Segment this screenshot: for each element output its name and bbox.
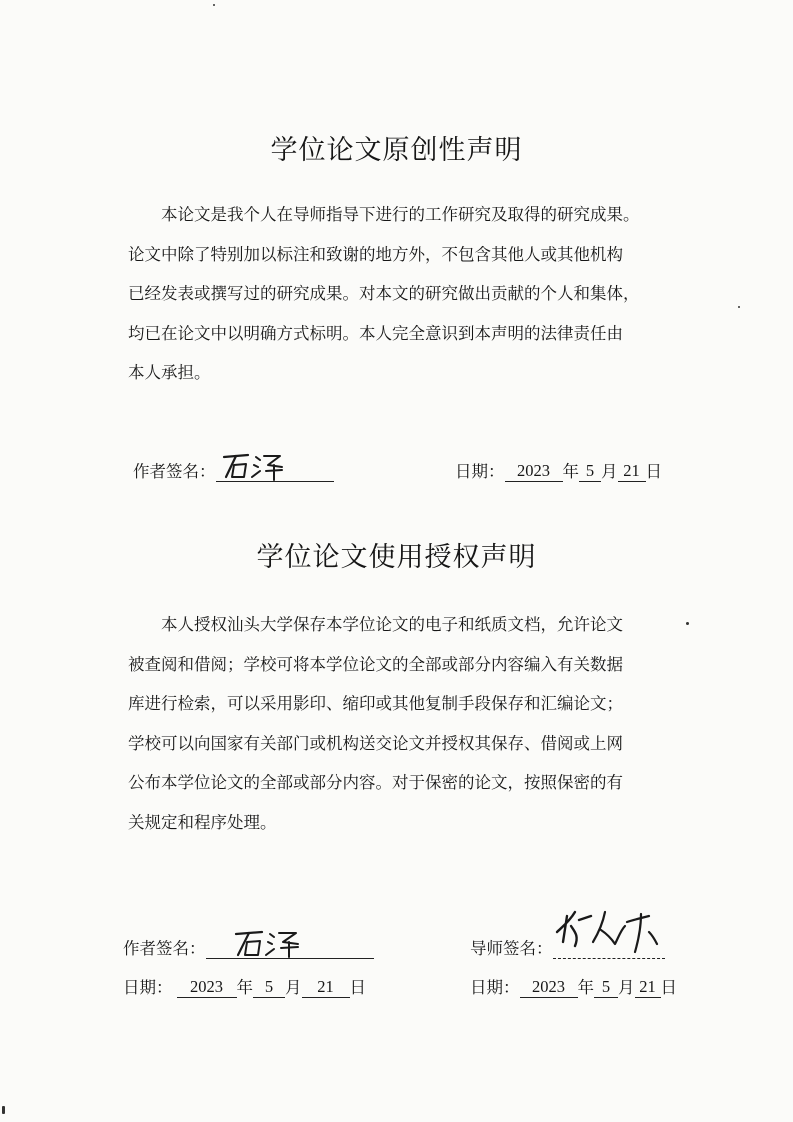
authorization-declaration-body (128, 605, 674, 842)
paragraph-line: 学校可以向国家有关部门或机构送交论文并授权其保存、借阅或上网 (128, 733, 623, 753)
scan-speck (2, 1106, 5, 1114)
author-signature-line (216, 459, 334, 482)
month-char: 月 (601, 462, 618, 481)
date-month: 5 (253, 977, 285, 998)
author-signature-label: 作者签名： (123, 939, 206, 958)
date-month: 5 (594, 977, 618, 998)
paragraph-line: 本论文是我个人在导师指导下进行的工作研究及取得的研究成果。 (161, 205, 640, 224)
advisor-date-row (470, 974, 677, 998)
paragraph-line: 已经发表或撰写过的研究成果。对本文的研究做出贡献的个人和集体， (128, 284, 640, 303)
advisor-handwritten-signature (549, 902, 669, 958)
scan-speck (738, 306, 740, 308)
date-label: 日期： (123, 978, 173, 997)
paragraph-line: 被查阅和借阅；学校可将本学位论文的全部或部分内容编入有关数据 (128, 654, 623, 674)
authorization-declaration-title: 学位论文使用授权声明 (256, 542, 537, 573)
date-day: 21 (635, 977, 661, 998)
author-handwritten-signature (218, 447, 288, 481)
day-char: 日 (645, 462, 662, 481)
month-char: 月 (618, 978, 635, 997)
date-year: 2023 (177, 977, 237, 998)
date-year: 2023 (520, 977, 578, 998)
paragraph-line: 论文中除了特别加以标注和致谢的地方外，不包含其他人或其他机构 (128, 244, 623, 264)
date-year: 2023 (505, 461, 563, 482)
originality-declaration-title: 学位论文原创性声明 (270, 135, 523, 166)
scan-speck (686, 622, 689, 625)
advisor-signature-row (470, 935, 665, 959)
date-label: 日期： (470, 978, 520, 997)
paragraph-line: 本人承担。 (128, 363, 211, 382)
paragraph-line: 本人授权汕头大学保存本学位论文的电子和纸质文档，允许论文 (161, 615, 623, 634)
month-char: 月 (285, 978, 302, 997)
author-date-row (123, 974, 366, 998)
year-char: 年 (577, 978, 594, 997)
author-handwritten-signature (230, 924, 310, 958)
day-char: 日 (660, 978, 677, 997)
date-day: 21 (302, 977, 350, 998)
author-signature-label: 作者签名： (133, 462, 216, 481)
advisor-signature-line (553, 936, 665, 959)
author-signature-row-2 (123, 935, 374, 959)
year-char: 年 (236, 978, 253, 997)
author-signature-line (206, 936, 374, 959)
paragraph-line: 关规定和程序处理。 (128, 812, 277, 832)
advisor-signature-label: 导师签名： (470, 939, 553, 958)
originality-declaration-body (128, 195, 674, 393)
scan-speck (213, 4, 215, 6)
date-month: 5 (579, 461, 601, 482)
author-signature-row (133, 458, 334, 482)
date-day: 21 (618, 461, 646, 482)
date-label: 日期： (455, 462, 505, 481)
paragraph-line: 均已在论文中以明确方式标明。本人完全意识到本声明的法律责任由 (128, 323, 623, 343)
originality-date-row (455, 458, 662, 482)
day-char: 日 (349, 978, 366, 997)
paragraph-line: 库进行检索，可以采用影印、缩印或其他复制手段保存和汇编论文； (128, 694, 623, 713)
paragraph-line: 公布本学位论文的全部或部分内容。对于保密的论文，按照保密的有 (128, 773, 623, 792)
year-char: 年 (562, 462, 579, 481)
